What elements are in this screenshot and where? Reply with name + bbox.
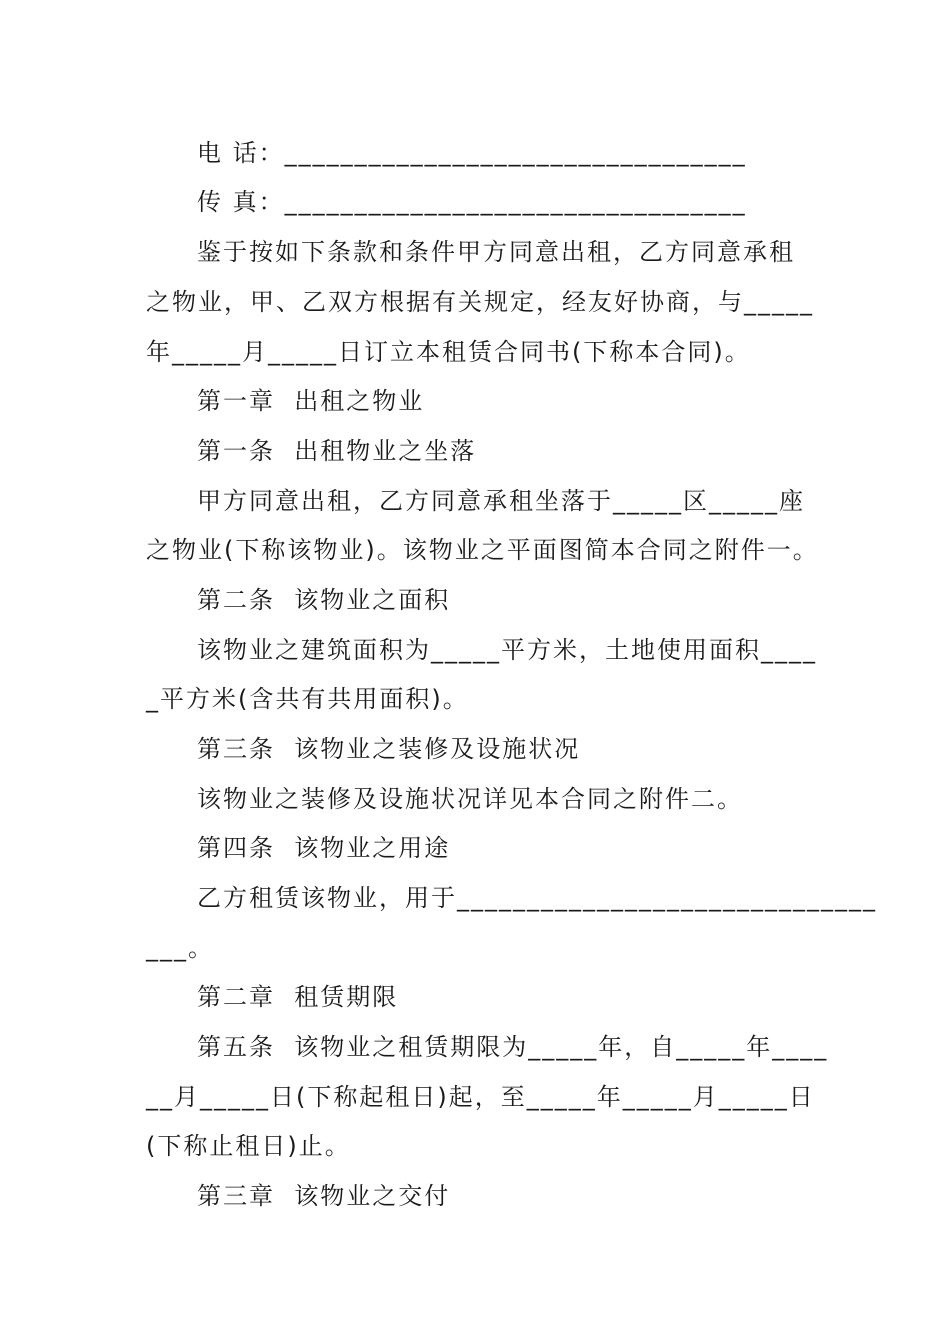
chapter-heading: 第三章 该物业之交付 <box>197 1182 451 1210</box>
paragraph-line: 鉴于按如下条款和条件甲方同意出租，乙方同意承租 <box>197 238 795 266</box>
fax-line: 传 真：_________________________________ <box>197 188 747 216</box>
article-heading: 第三条 该物业之装修及设施状况 <box>197 735 581 763</box>
article-heading: 第二条 该物业之面积 <box>197 586 451 614</box>
paragraph-line: ___。 <box>146 934 214 962</box>
chapter-heading: 第一章 出租之物业 <box>197 387 425 415</box>
paragraph-line: 之物业(下称该物业)。该物业之平面图简本合同之附件一。 <box>146 536 819 564</box>
paragraph-line: __月_____日(下称起租日)起，至_____年_____月_____日 <box>146 1083 815 1111</box>
paragraph-line: _平方米(含共有共用面积)。 <box>146 685 469 713</box>
paragraph-line: 之物业，甲、乙双方根据有关规定，经友好协商，与_____ <box>146 288 814 316</box>
article-heading: 第四条 该物业之用途 <box>197 834 451 862</box>
paragraph-line: (下称止租日)止。 <box>146 1132 351 1160</box>
article-heading: 第五条 该物业之租赁期限为_____年，自_____年____ <box>197 1033 829 1061</box>
chapter-heading: 第二章 租赁期限 <box>197 983 399 1011</box>
paragraph-line: 乙方租赁该物业，用于______________________________ <box>197 884 877 912</box>
paragraph-line: 该物业之装修及设施状况详见本合同之附件二。 <box>197 785 743 813</box>
paragraph-line: 甲方同意出租，乙方同意承租坐落于_____区_____座 <box>197 487 805 515</box>
paragraph-line: 年_____月_____日订立本租赁合同书(下称本合同)。 <box>146 338 751 366</box>
phone-line: 电 话：_________________________________ <box>197 139 747 167</box>
paragraph-line: 该物业之建筑面积为_____平方米，土地使用面积____ <box>197 636 817 664</box>
article-heading: 第一条 出租物业之坐落 <box>197 437 477 465</box>
